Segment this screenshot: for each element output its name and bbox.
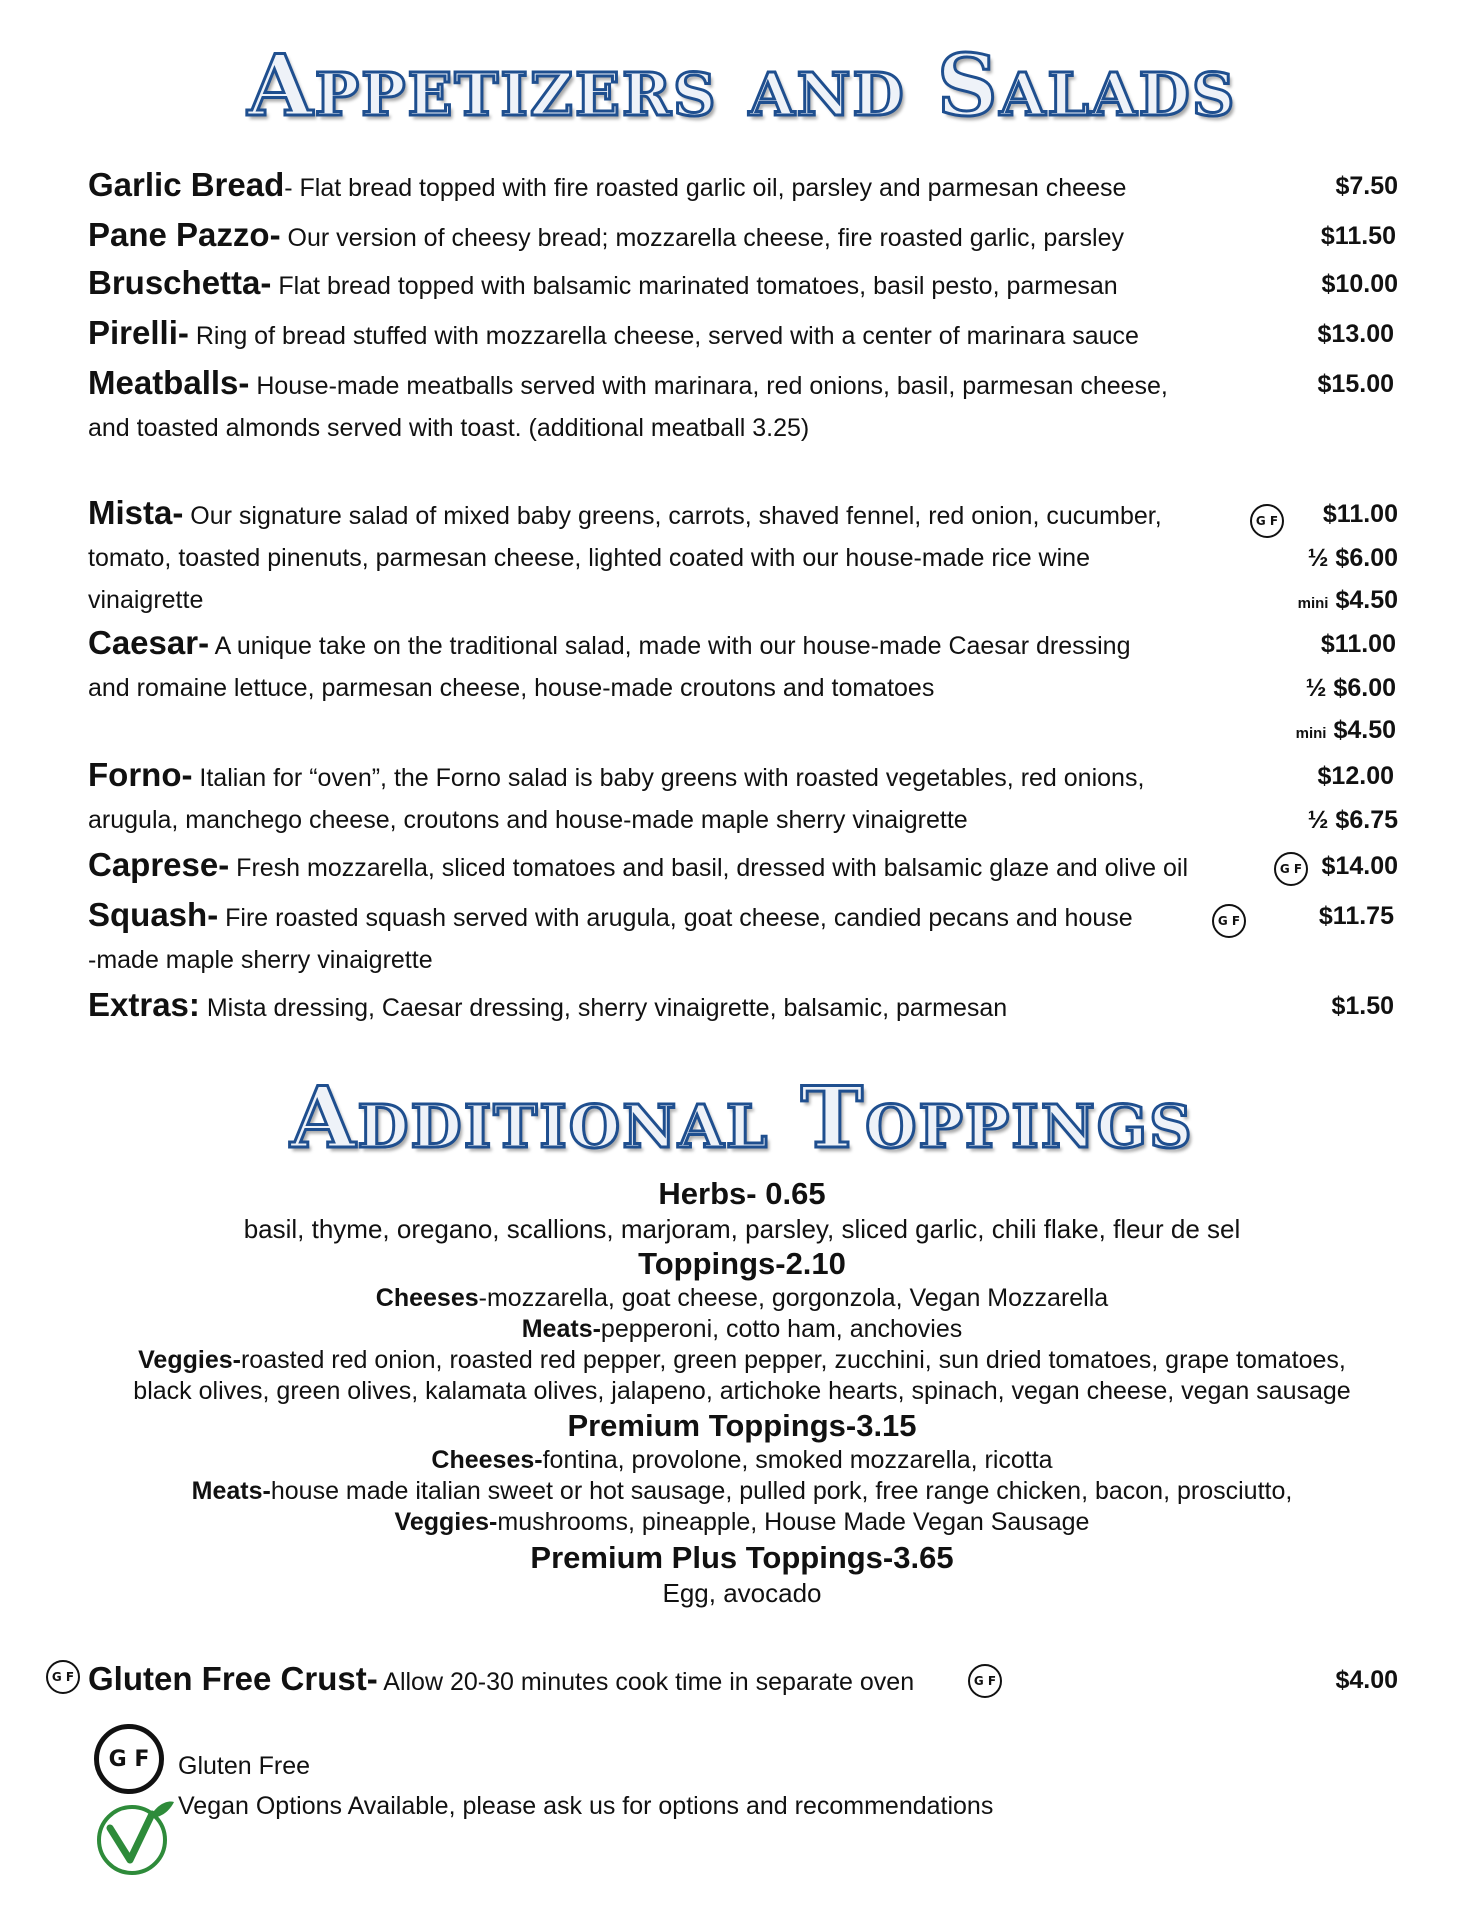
item-price: $15.00 [1317,370,1394,398]
vegan-legend-label: Vegan Options Available, please ask us for options and recommendations [178,1792,994,1820]
cheeses-list: -mozzarella, goat cheese, gorgonzola, Vegan Mozzarella [478,1284,1109,1312]
mini-label: mini [1295,725,1327,742]
appetizers-heading: Appetizers and Salads [247,36,1237,135]
premium-plus-list: Egg, avocado [662,1578,822,1608]
premium-cheeses-label: Cheeses- [431,1446,543,1474]
item-desc: A unique take on the traditional salad, made with our house-made Caesar dressing [209,632,1131,660]
item-desc: Fresh mozzarella, sliced tomatoes and basil, dressed with balsamic glaze and olive oil [229,854,1189,882]
toppings-heading: Additional Toppings [290,1068,1194,1167]
item-desc: Mista dressing, Caesar dressing, sherry vinaigrette, balsamic, parmesan [199,994,1008,1022]
item-half-price: ½ $6.00 [1307,544,1398,572]
gluten-free-icon: G F [1212,904,1246,938]
item-mini-price: $4.50 [1335,586,1398,614]
veggies-list: roasted red onion, roasted red pepper, green pepper, zucchini, sun dried tomatoes, grape tomatoes, [240,1346,1346,1374]
premium-veggies-list: mushrooms, pineapple, House Made Vegan Sausage [497,1508,1090,1536]
veggies-label: Veggies- [138,1346,241,1374]
gluten-free-legend-icon: G F [94,1724,164,1794]
item-name: Meatballs- [88,364,250,401]
cheeses-label: Cheeses [375,1284,479,1312]
gluten-free-icon: G F [1274,852,1308,886]
item-desc: Allow 20-30 minutes cook time in separate oven [377,1668,915,1696]
item-desc: House-made meatballs served with marinara, red onions, basil, parmesan cheese, [249,372,1168,400]
item-desc-line2: and romaine lettuce, parmesan cheese, house-made croutons and tomatoes [88,674,935,702]
herbs-title: Herbs- 0.65 [658,1176,826,1211]
item-desc: Italian for “oven”, the Forno salad is baby greens with roasted vegetables, red onions, [192,764,1145,792]
premium-veggies-line [0,1508,1484,1537]
item-desc: Ring of bread stuffed with mozzarella cheese, served with a center of marinara sauce [188,322,1139,350]
item-price: $11.00 [1322,500,1398,528]
item-desc-line2: -made maple sherry vinaigrette [88,946,433,974]
gluten-free-legend-label: Gluten Free [178,1752,311,1780]
item-half-price: ½ $6.00 [1305,674,1396,702]
item-price: $13.00 [1317,320,1394,348]
veggies-line2: black olives, green olives, kalamata olives, jalapeno, artichoke hearts, spinach, vegan cheese, vegan sausage [133,1377,1351,1405]
meats-label: Meats- [521,1315,601,1343]
veggies-line [0,1346,1484,1375]
item-desc-line2: and toasted almonds served with toast. (additional meatball 3.25) [88,414,810,442]
item-name: Pane Pazzo- [88,216,281,253]
item-name: Garlic Bread [88,166,285,203]
item-price: $11.00 [1320,630,1396,658]
gluten-free-icon: G F [46,1660,80,1694]
item-desc: - Flat bread topped with fire roasted garlic oil, parsley and parmesan cheese [284,174,1127,202]
toppings-title: Toppings-2.10 [638,1246,846,1281]
item-desc-line3: vinaigrette [88,586,204,614]
item-name: Bruschetta- [88,264,272,301]
mini-label: mini [1297,595,1329,612]
item-price: $4.00 [1335,1666,1398,1694]
item-name: Mista- [88,494,184,531]
item-desc: Our version of cheesy bread; mozzarella cheese, fire roasted garlic, parsley [280,224,1125,252]
cheeses-line [0,1284,1484,1313]
item-name: Caprese- [88,846,230,883]
item-desc: Our signature salad of mixed baby greens, carrots, shaved fennel, red onion, cucumber, [183,502,1162,530]
gluten-free-icon: G F [968,1664,1002,1698]
item-price: $7.50 [1335,172,1398,200]
item-price: $11.75 [1318,902,1394,930]
item-desc: Fire roasted squash served with arugula, goat cheese, candied pecans and house [218,904,1133,932]
premium-meats-list: house made italian sweet or hot sausage, pulled pork, free range chicken, bacon, prosciutto, [270,1477,1293,1505]
premium-title: Premium Toppings-3.15 [567,1408,917,1443]
meats-list: pepperoni, cotto ham, anchovies [600,1315,963,1343]
item-desc-line2: tomato, toasted pinenuts, parmesan cheese, lighted coated with our house-made rice wine [88,544,1090,572]
item-name: Pirelli- [88,314,189,351]
item-price: $10.00 [1321,270,1398,298]
premium-cheeses-list: fontina, provolone, smoked mozzarella, ricotta [542,1446,1053,1474]
item-name: Forno- [88,756,193,793]
item-desc: Flat bread topped with balsamic marinated tomatoes, basil pesto, parmesan [271,272,1118,300]
item-name: Squash- [88,896,219,933]
item-price: $1.50 [1331,992,1394,1020]
premium-veggies-label: Veggies- [394,1508,498,1536]
item-price: $12.00 [1317,762,1394,790]
vegan-icon [92,1796,176,1876]
item-desc-line2: arugula, manchego cheese, croutons and house-made maple sherry vinaigrette [88,806,968,834]
item-price: $14.00 [1321,852,1398,880]
item-name: Caesar- [88,624,210,661]
premium-meats-line [0,1477,1484,1506]
herbs-list: basil, thyme, oregano, scallions, marjoram, parsley, sliced garlic, chili flake, fleur de sel [243,1214,1241,1244]
item-half-price: ½ $6.75 [1307,806,1398,834]
meats-line [0,1315,1484,1344]
premium-meats-label: Meats- [191,1477,271,1505]
premium-plus-title: Premium Plus Toppings-3.65 [530,1540,954,1575]
item-mini-price: $4.50 [1333,716,1396,744]
item-name: Gluten Free Crust- [88,1660,378,1697]
premium-cheeses-line [0,1446,1484,1475]
item-price: $11.50 [1320,222,1396,250]
gluten-free-icon: G F [1250,504,1284,538]
item-name: Extras: [88,986,200,1023]
